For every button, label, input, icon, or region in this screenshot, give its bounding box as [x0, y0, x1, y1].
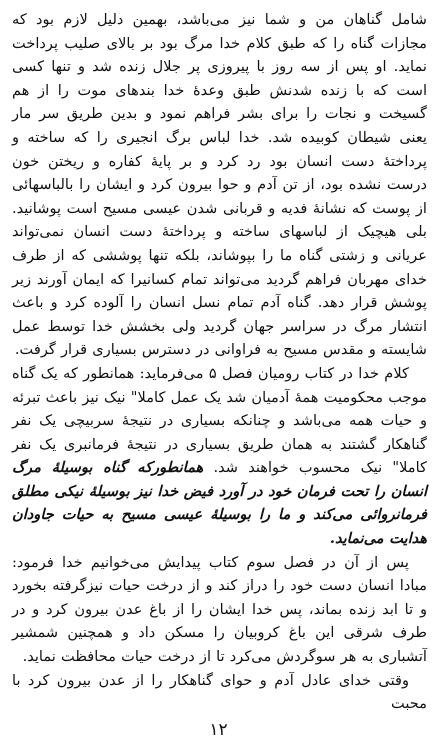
paragraph-3 — [12, 551, 427, 669]
paragraph-2 — [12, 362, 427, 551]
paragraph-2-emphasis: همانطورکه گناه بوسیلهٔ مرگ انسان را تحت فرمان خود در آورد فیض خدا نیز بوسیلهٔ نیکی مطلق فرمانروائی می‌کند و ما را بوسیلهٔ عیسی مسیح به حیات جاودان هدایت می‌نماید. — [12, 459, 427, 548]
body-text — [12, 8, 427, 716]
page-number: ۱۲ — [209, 720, 228, 740]
paragraph-1-text: شامل گناهان من و شما نیز می‌باشد، بهمین دلیل لازم بود که مجازات گناه را که طبق کلام خدا مرگ بود بر بالای صلیب پرداخت نماید. او پس از سه روز با پیروزی پر جلال زنده شد و تنها کسی است که با زنده شدنش طبق وعدهٔ خدا بندهای موت را از هم گسیخت و نجات را برای بشر فراهم نمود و بدین طریق سر مار یعنی شیطان کوبیده شد. خدا لباس برگ انجیری را که ساخته و پرداختهٔ دست انسان بود رد کرد و بر پایهٔ کفاره و ریختن خون درست نشده بود، از تن آدم و حوا بیرون کرد و ایشان را بالباسهائی از پوست که نشانهٔ فدیه و قربانی شدن عیسی مسیح است پوشانید. بلی هیچیک از لباسهای ساخته و پرداختهٔ دست انسان نمی‌تواند عریانی و زشتی گناه ما را بپوشاند، بلکه تنها پوششی که از طرف خدای مهربان فراهم گردید می‌تواند تمام کسانیرا که ایمان آورند زیر پوشش قرار دهد. گناه آدم تمام نسل انسان را آلوده کرد و باعث انتشار مرگ در سراسر جهان گردید ولی بخشش خدا توسط عمل شایسته و مقدس مسیح به فراوانی در دسترس بسیاری قرار گرفت. — [12, 11, 427, 359]
paragraph-4 — [12, 669, 427, 716]
paragraph-2-text: کلام خدا در کتاب رومیان فصل ۵ می‌فرماید: همانطور که یک گناه موجب محکومیت همهٔ آدمیان شد یک عمل کاملا" نیک نیز باعث تبرئه و حیات همه می‌باشد و چنانکه بسیاری در نتیجهٔ سربیچی یک نفر گناهکار گشتند به همان طریق بسیاری در نتیجهٔ فرمانبری یک نفر کاملا" نیک محسوب خواهند شد. — [12, 364, 427, 477]
paragraph-3-text: پس از آن در فصل سوم کتاب پیدایش می‌خوانیم خدا فرمود: مبادا انسان دست خود را دراز کند و از درخت حیات نیزگرفته بخورد و تا ابد زنده بماند، پس خدا ایشان را از باغ عدن بیرون کرد و در طرف شرقی این باغ کروبیان را مسکن داد و همچنین شمشیر آتشباری به هر سوگردش می‌کرد تا از درخت حیات محافظت نماید. — [12, 553, 427, 666]
paragraph-4-text: وقتی خدای عادل آدم و حوای گناهکار را از عدن بیرون کرد با محبت — [12, 671, 427, 713]
paragraph-1 — [12, 8, 427, 362]
